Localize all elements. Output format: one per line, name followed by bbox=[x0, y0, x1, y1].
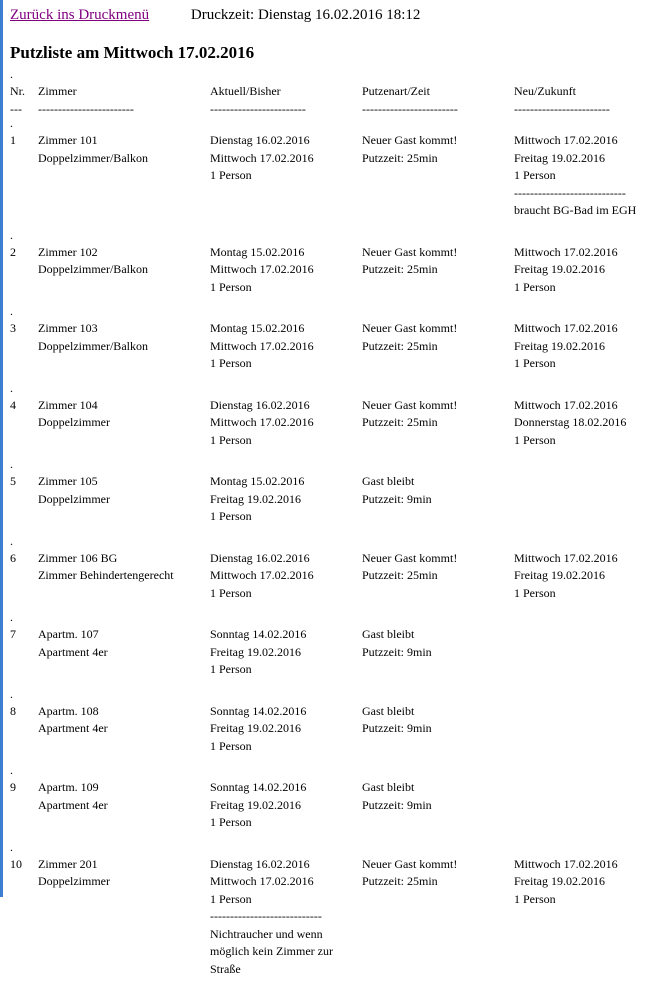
dot-marker: . bbox=[10, 839, 13, 854]
table-row bbox=[10, 626, 665, 679]
current-to: Freitag 19.02.2016 bbox=[210, 644, 301, 659]
row-gap bbox=[10, 296, 665, 306]
new-cell bbox=[514, 626, 665, 679]
room-number bbox=[10, 779, 38, 832]
clean-type: Neuer Gast kommt! bbox=[362, 321, 458, 335]
room: Zimmer 102 bbox=[38, 244, 98, 259]
separator: ------------------------ bbox=[38, 101, 134, 116]
room-type: Doppelzimmer bbox=[38, 491, 110, 506]
table-row bbox=[10, 473, 665, 526]
new-to: Donnerstag 18.02.2016 bbox=[514, 415, 627, 429]
clean-type: Gast bleibt bbox=[362, 780, 415, 794]
separator: --- bbox=[10, 101, 22, 116]
cleaning-table bbox=[10, 69, 665, 988]
new-cell bbox=[514, 132, 665, 220]
clean-cell bbox=[362, 132, 514, 220]
current-to: Freitag 19.02.2016 bbox=[210, 721, 301, 735]
new-note-sep: ---------------------------- bbox=[514, 185, 626, 200]
current-to: Mittwoch 17.02.2016 bbox=[210, 415, 314, 429]
back-to-print-menu-link[interactable]: Zurück ins Druckmenü bbox=[10, 7, 150, 23]
room: Zimmer 105 bbox=[38, 474, 98, 488]
dot-marker: . bbox=[10, 380, 13, 395]
dot-marker: . bbox=[10, 457, 13, 471]
table-row bbox=[10, 856, 665, 979]
current-from: Montag 15.02.2016 bbox=[210, 244, 305, 259]
table-header-row bbox=[10, 83, 665, 101]
current-from: Dienstag 16.02.2016 bbox=[210, 397, 310, 412]
dot-marker: . bbox=[10, 610, 13, 624]
new-from: Mittwoch 17.02.2016 bbox=[514, 550, 618, 565]
current-to: Freitag 19.02.2016 bbox=[210, 797, 301, 812]
nr: 7 bbox=[10, 627, 16, 641]
new-to: Freitag 19.02.2016 bbox=[514, 150, 605, 165]
room: Zimmer 101 bbox=[38, 133, 98, 147]
current-to: Mittwoch 17.02.2016 bbox=[210, 262, 314, 276]
new-persons: 1 Person bbox=[514, 585, 556, 600]
current-persons: 1 Person bbox=[210, 662, 252, 676]
nr: 2 bbox=[10, 244, 16, 259]
row-gap bbox=[10, 679, 665, 689]
header-clean: Putzenart/Zeit bbox=[362, 84, 430, 98]
clean-type: Neuer Gast kommt! bbox=[362, 397, 458, 412]
clean-cell bbox=[362, 626, 514, 679]
table-row bbox=[10, 320, 665, 373]
clean-time: Putzzeit: 9min bbox=[362, 644, 432, 659]
dot-marker: . bbox=[10, 227, 13, 242]
current-cell bbox=[210, 320, 362, 373]
dot-marker: . bbox=[10, 116, 13, 130]
room: Zimmer 104 bbox=[38, 397, 98, 412]
room-type: Apartment 4er bbox=[38, 721, 108, 735]
clean-time: Putzzeit: 25min bbox=[362, 262, 438, 276]
current-cell bbox=[210, 703, 362, 756]
clean-type: Neuer Gast kommt! bbox=[362, 856, 458, 871]
table-separator-row bbox=[10, 101, 665, 119]
table-row bbox=[10, 779, 665, 832]
nr: 4 bbox=[10, 397, 16, 412]
room-cell bbox=[38, 779, 210, 832]
new-cell bbox=[514, 244, 665, 297]
current-from: Montag 15.02.2016 bbox=[210, 321, 305, 335]
room: Apartm. 109 bbox=[38, 780, 99, 794]
current-persons: 1 Person bbox=[210, 509, 252, 523]
clean-cell bbox=[362, 473, 514, 526]
current-cell bbox=[210, 626, 362, 679]
header-nr: Nr. bbox=[10, 84, 25, 98]
new-cell bbox=[514, 320, 665, 373]
room-cell bbox=[38, 397, 210, 450]
current-persons: 1 Person bbox=[210, 815, 252, 829]
room-type: Doppelzimmer bbox=[38, 874, 110, 888]
new-to: Freitag 19.02.2016 bbox=[514, 874, 605, 888]
clean-cell bbox=[362, 856, 514, 979]
clean-type: Neuer Gast kommt! bbox=[362, 244, 458, 259]
room-type: Doppelzimmer/Balkon bbox=[38, 338, 148, 353]
room-cell bbox=[38, 550, 210, 603]
dot-marker: . bbox=[10, 763, 13, 777]
room: Zimmer 103 bbox=[38, 321, 98, 335]
current-cell bbox=[210, 244, 362, 297]
print-time: Druckzeit: Dienstag 16.02.2016 18:12 bbox=[190, 7, 421, 23]
table-row bbox=[10, 397, 665, 450]
current-to: Mittwoch 17.02.2016 bbox=[210, 150, 314, 165]
current-persons: 1 Person bbox=[210, 279, 252, 294]
new-persons: 1 Person bbox=[514, 168, 556, 182]
room: Zimmer 201 bbox=[38, 856, 98, 871]
nr: 5 bbox=[10, 474, 16, 488]
clean-time: Putzzeit: 25min bbox=[362, 568, 438, 582]
clean-cell bbox=[362, 244, 514, 297]
room-cell bbox=[38, 244, 210, 297]
new-from: Mittwoch 17.02.2016 bbox=[514, 244, 618, 259]
clean-type: Gast bleibt bbox=[362, 474, 415, 488]
clean-type: Gast bleibt bbox=[362, 703, 415, 718]
table-row bbox=[10, 132, 665, 220]
nr: 10 bbox=[10, 856, 22, 871]
row-gap bbox=[10, 220, 665, 230]
room-number bbox=[10, 550, 38, 603]
new-persons: 1 Person bbox=[514, 356, 556, 370]
nr: 9 bbox=[10, 780, 16, 794]
clean-time: Putzzeit: 25min bbox=[362, 338, 438, 353]
new-persons: 1 Person bbox=[514, 279, 556, 294]
current-from: Dienstag 16.02.2016 bbox=[210, 133, 310, 147]
current-persons: 1 Person bbox=[210, 891, 252, 906]
separator: ------------------------ bbox=[362, 101, 458, 116]
new-note: braucht BG-Bad im EGH bbox=[514, 203, 637, 217]
current-to: Mittwoch 17.02.2016 bbox=[210, 568, 314, 582]
room-cell bbox=[38, 320, 210, 373]
row-gap bbox=[10, 602, 665, 612]
current-from: Dienstag 16.02.2016 bbox=[210, 856, 310, 871]
current-persons: 1 Person bbox=[210, 168, 252, 182]
separator: ------------------------ bbox=[514, 101, 610, 116]
clean-time: Putzzeit: 25min bbox=[362, 415, 438, 429]
room-type: Doppelzimmer/Balkon bbox=[38, 262, 148, 276]
current-cell bbox=[210, 779, 362, 832]
clean-time: Putzzeit: 25min bbox=[362, 150, 438, 165]
current-note-sep: ---------------------------- bbox=[210, 909, 322, 923]
current-cell bbox=[210, 473, 362, 526]
top-bar bbox=[10, 7, 420, 24]
room-type: Doppelzimmer/Balkon bbox=[38, 150, 148, 165]
current-cell bbox=[210, 856, 362, 979]
room-cell bbox=[38, 856, 210, 979]
row-gap bbox=[10, 449, 665, 459]
new-from: Mittwoch 17.02.2016 bbox=[514, 397, 618, 412]
clean-time: Putzzeit: 9min bbox=[362, 797, 432, 812]
room-number bbox=[10, 703, 38, 756]
new-from: Mittwoch 17.02.2016 bbox=[514, 321, 618, 335]
clean-time: Putzzeit: 9min bbox=[362, 491, 432, 506]
current-persons: 1 Person bbox=[210, 738, 252, 753]
clean-cell bbox=[362, 397, 514, 450]
row-gap bbox=[10, 755, 665, 765]
clean-time: Putzzeit: 9min bbox=[362, 721, 432, 735]
table-row bbox=[10, 703, 665, 756]
current-from: Dienstag 16.02.2016 bbox=[210, 550, 310, 565]
new-from: Mittwoch 17.02.2016 bbox=[514, 856, 618, 871]
dot-marker: . bbox=[10, 686, 13, 701]
new-persons: 1 Person bbox=[514, 432, 556, 447]
header-new: Neu/Zukunft bbox=[514, 84, 576, 98]
room-number bbox=[10, 397, 38, 450]
room-cell bbox=[38, 132, 210, 220]
header-room: Zimmer bbox=[38, 84, 77, 98]
clean-cell bbox=[362, 320, 514, 373]
new-cell bbox=[514, 397, 665, 450]
table-row bbox=[10, 244, 665, 297]
current-to: Mittwoch 17.02.2016 bbox=[210, 874, 314, 888]
row-gap bbox=[10, 526, 665, 536]
current-cell bbox=[210, 132, 362, 220]
new-cell bbox=[514, 473, 665, 526]
new-to: Freitag 19.02.2016 bbox=[514, 262, 605, 276]
room: Zimmer 106 BG bbox=[38, 550, 118, 565]
table-rows bbox=[10, 118, 665, 988]
current-to: Freitag 19.02.2016 bbox=[210, 491, 301, 506]
current-cell bbox=[210, 550, 362, 603]
row-gap bbox=[10, 373, 665, 383]
new-cell bbox=[514, 550, 665, 603]
current-from: Sonntag 14.02.2016 bbox=[210, 703, 307, 718]
row-gap bbox=[10, 832, 665, 842]
nr: 8 bbox=[10, 703, 16, 718]
dot-marker: . bbox=[10, 304, 13, 318]
clean-cell bbox=[362, 703, 514, 756]
new-persons: 1 Person bbox=[514, 891, 556, 906]
room: Apartm. 108 bbox=[38, 703, 99, 718]
nr: 1 bbox=[10, 133, 16, 147]
room-number bbox=[10, 320, 38, 373]
clean-type: Neuer Gast kommt! bbox=[362, 133, 458, 147]
room-number bbox=[10, 856, 38, 979]
clean-type: Neuer Gast kommt! bbox=[362, 550, 458, 565]
current-persons: 1 Person bbox=[210, 585, 252, 600]
room-number bbox=[10, 132, 38, 220]
nr: 6 bbox=[10, 550, 16, 565]
dot-marker: . bbox=[10, 533, 13, 548]
new-to: Freitag 19.02.2016 bbox=[514, 338, 605, 353]
clean-time: Putzzeit: 25min bbox=[362, 874, 438, 888]
new-cell bbox=[514, 856, 665, 979]
current-persons: 1 Person bbox=[210, 356, 252, 370]
room-cell bbox=[38, 703, 210, 756]
nr: 3 bbox=[10, 321, 16, 335]
room-number bbox=[10, 244, 38, 297]
new-cell bbox=[514, 779, 665, 832]
room-type: Doppelzimmer bbox=[38, 415, 110, 429]
room-type: Zimmer Behindertengerecht bbox=[38, 568, 174, 582]
separator: ------------------------ bbox=[210, 101, 306, 116]
current-from: Sonntag 14.02.2016 bbox=[210, 780, 307, 794]
page-title: Putzliste am Mittwoch 17.02.2016 bbox=[10, 43, 255, 62]
new-to: Freitag 19.02.2016 bbox=[514, 568, 605, 582]
current-persons: 1 Person bbox=[210, 432, 252, 447]
current-from: Sonntag 14.02.2016 bbox=[210, 627, 307, 641]
new-from: Mittwoch 17.02.2016 bbox=[514, 133, 618, 147]
table-row bbox=[10, 550, 665, 603]
current-note: Nichtraucher und wenn möglich kein Zimmer zur Straße bbox=[210, 926, 333, 976]
header-current: Aktuell/Bisher bbox=[210, 84, 281, 98]
clean-cell bbox=[362, 779, 514, 832]
new-cell bbox=[514, 703, 665, 756]
current-to: Mittwoch 17.02.2016 bbox=[210, 338, 314, 353]
row-gap bbox=[10, 978, 665, 988]
left-border bbox=[0, 0, 3, 897]
dot-marker: . bbox=[10, 67, 13, 81]
room-cell bbox=[38, 626, 210, 679]
room-type: Apartment 4er bbox=[38, 644, 108, 659]
room-number bbox=[10, 626, 38, 679]
room-type: Apartment 4er bbox=[38, 797, 108, 812]
room: Apartm. 107 bbox=[38, 627, 99, 641]
room-number bbox=[10, 473, 38, 526]
current-cell bbox=[210, 397, 362, 450]
clean-type: Gast bleibt bbox=[362, 627, 415, 641]
current-from: Montag 15.02.2016 bbox=[210, 474, 305, 488]
room-cell bbox=[38, 473, 210, 526]
clean-cell bbox=[362, 550, 514, 603]
